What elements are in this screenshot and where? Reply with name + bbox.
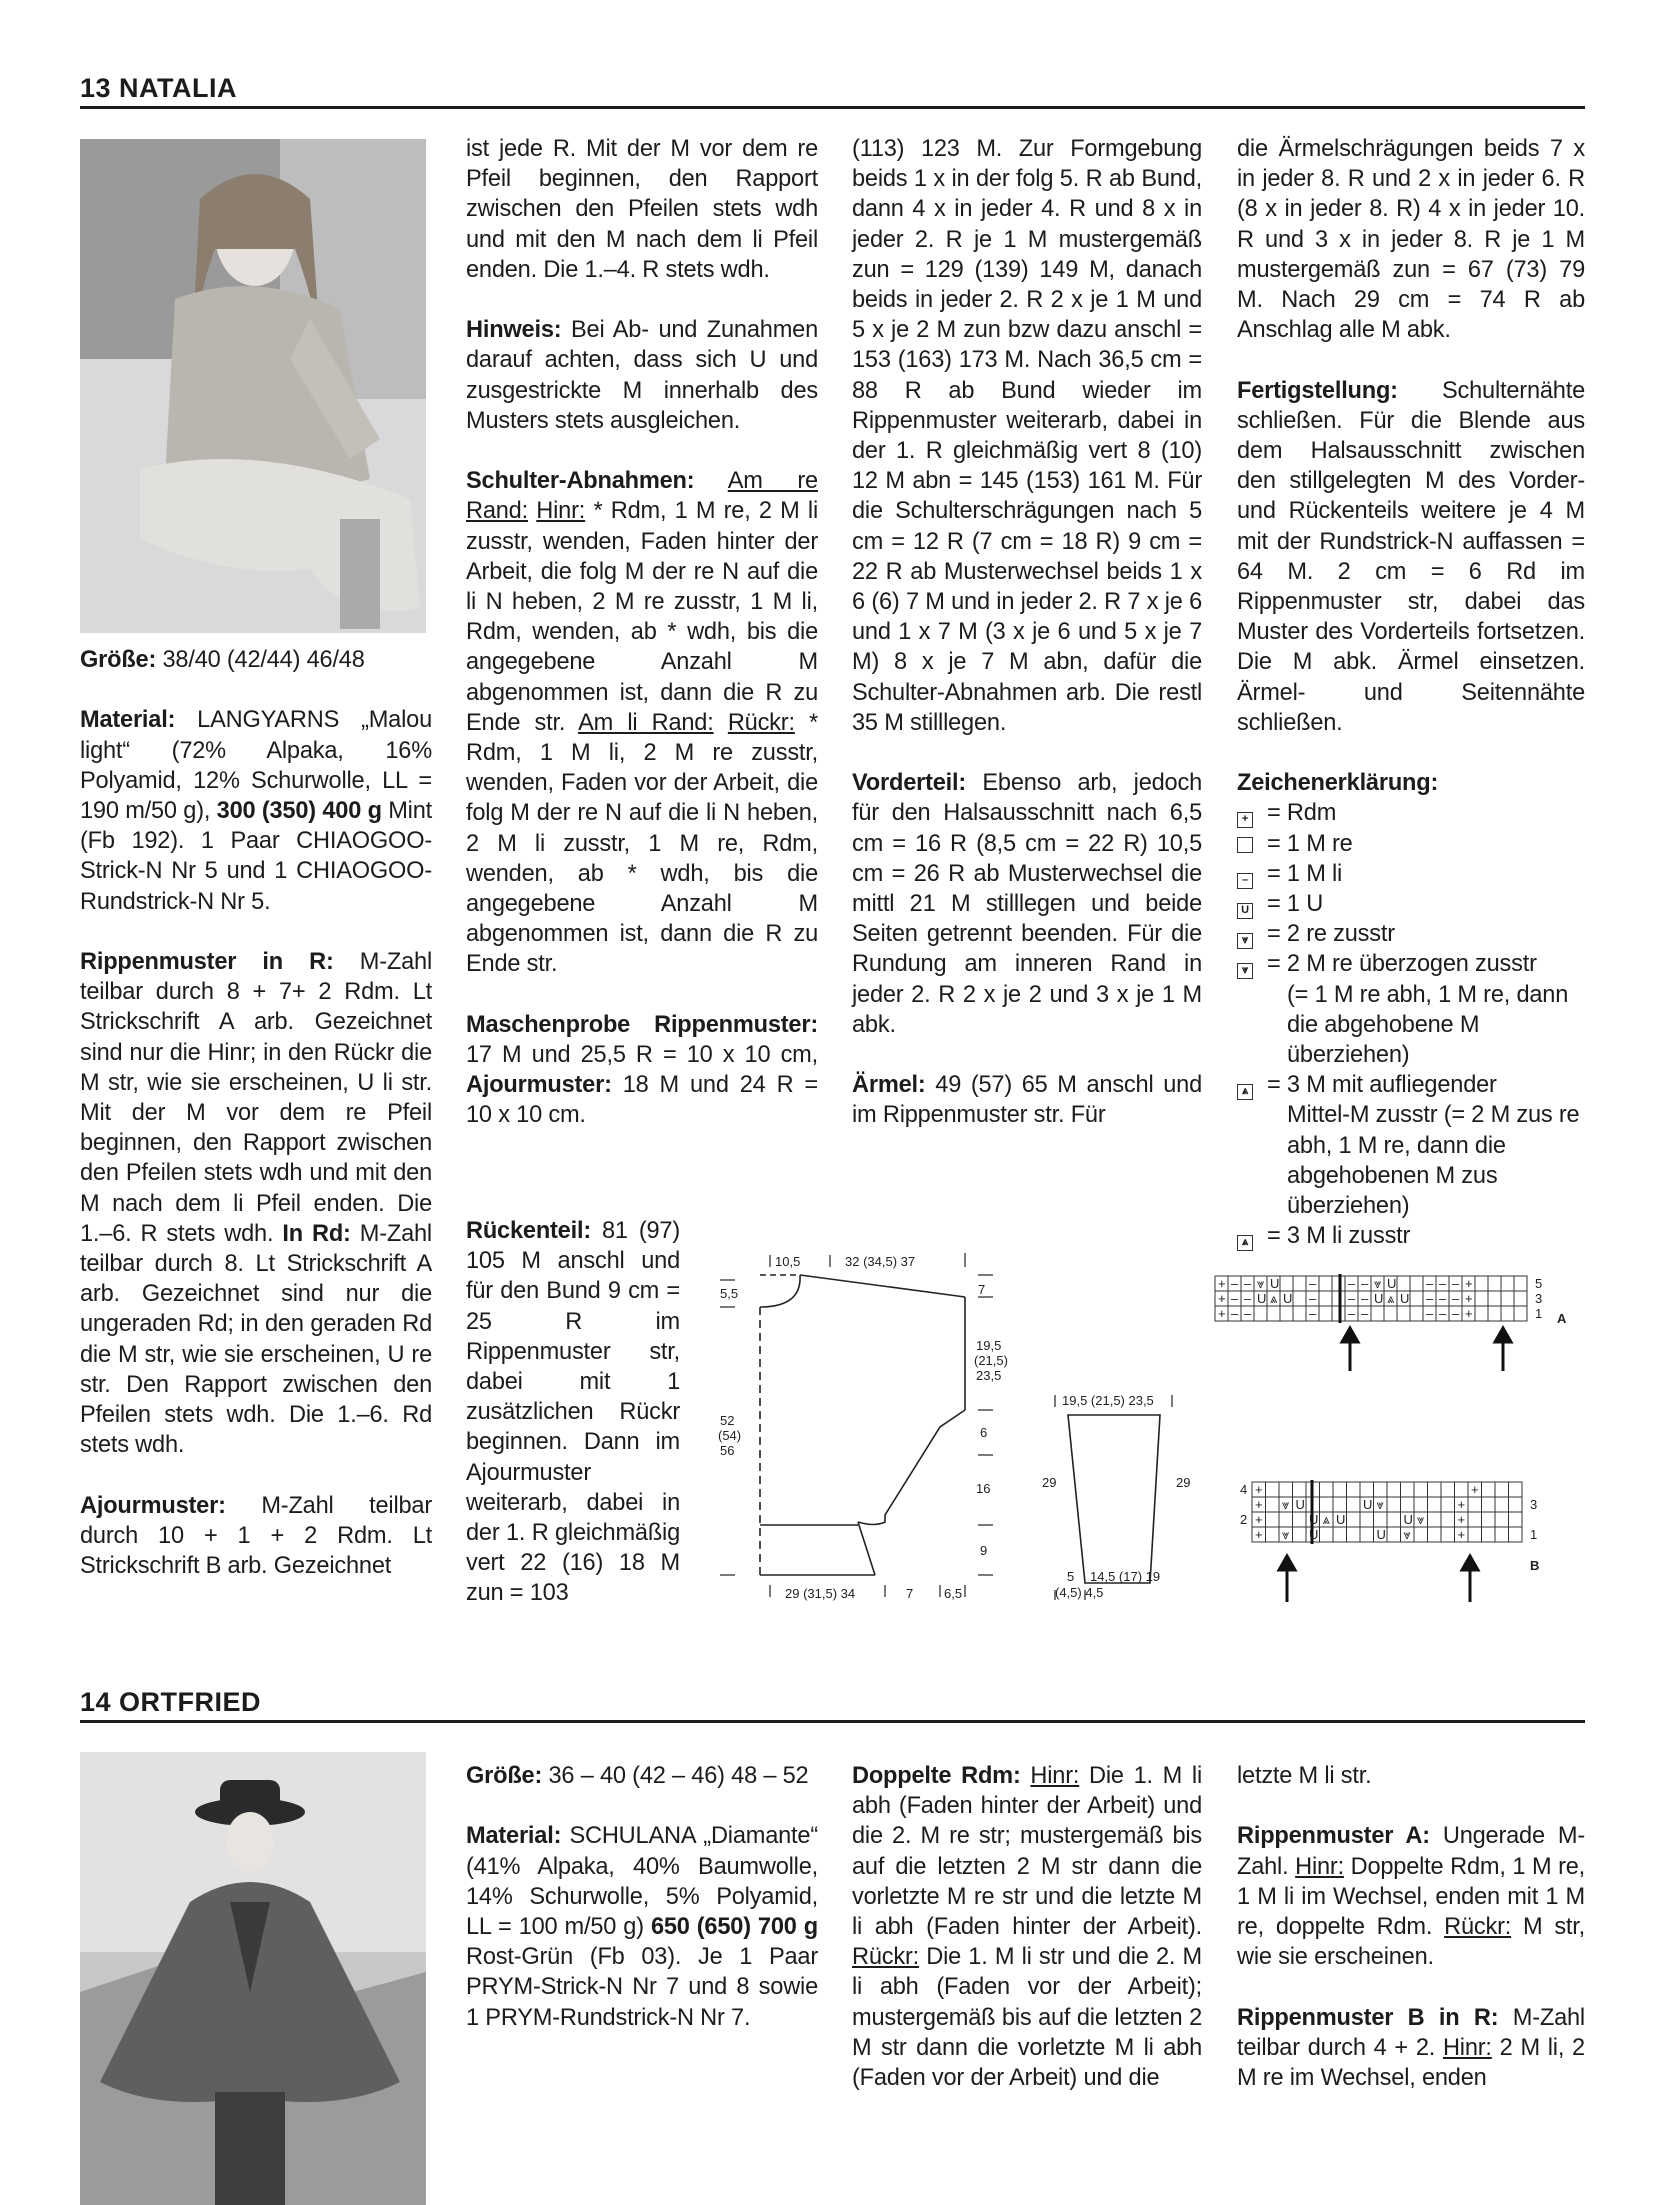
size-paragraph xyxy=(80,645,432,675)
material-text-cont: Mint (Fb 192). 1 Paar CHIAOGOO-Strick-N Nr 5 und 1 CHIAOGOO-Rundstrick-N Nr 5. xyxy=(80,798,432,915)
dim-neck-width: 10,5 xyxy=(775,1254,801,1269)
gauge-text: 17 M und 25,5 R = 10 x 10 cm, xyxy=(466,1042,818,1069)
material-text: LANGYARNS „Malou light“ (72% Alpaka, 16% Polyamid, 12% Schurwolle, LL = 190 m/50 g), xyxy=(80,707,432,824)
rib-a-label: Rippenmuster A: xyxy=(1237,1823,1430,1850)
stitch-symbol: ⩔ xyxy=(1417,1512,1425,1527)
stitch-symbol: – xyxy=(1309,1276,1317,1291)
sleeve-cont: die Ärmelschrägungen beids 7 x in jeder 8. R und 2 x in jeder 6. R (8 x in jeder 8. R) 4 x in jeder 10. R und 3 x in jeder 8. R je 1 M mustergemäß zun = 67 (73) 79 M. Nach 29 cm = 74 R ab Anschlag alle M abk. xyxy=(1237,136,1585,344)
stitch-symbol: + xyxy=(1465,1276,1473,1291)
stitch-symbol: ⩔ xyxy=(1403,1527,1411,1542)
rdm-symbol-icon: + xyxy=(1237,812,1253,828)
back-piece-paragraph xyxy=(466,1216,680,1609)
legend-item xyxy=(1237,829,1585,859)
stitch-symbol: – xyxy=(1439,1306,1447,1321)
shoulder-left-text: * Rdm, 1 M li, 2 M re zusstr, wenden, Faden vor der Arbeit, die folg M der re N auf die li N heben, 2 M li zusstr, 1 M re, Rdm, wenden, ab * wdh, bis die angegebene Anzahl M abgenommen ist, dann die R zu Ende str. xyxy=(466,709,819,978)
natalia-column-2 xyxy=(466,134,818,1131)
shoulder-decrease-paragraph xyxy=(466,466,818,979)
sleeve-paragraph xyxy=(852,1070,1202,1130)
lace-pattern-paragraph xyxy=(80,1491,432,1582)
rib-a-text-end: M str, wie sie erscheinen. xyxy=(1237,1914,1586,1971)
wrong-side-row-label: Rückr: xyxy=(852,1944,919,1971)
dim-section-6: 6 xyxy=(980,1425,988,1440)
legend-text-cont: (= 1 M re abh, 1 M re, dann die abgehobene M überziehen) xyxy=(1287,981,1569,1069)
stitch-symbol: + xyxy=(1218,1306,1226,1321)
aufliegend-symbol-icon: ⩓ xyxy=(1237,1084,1253,1100)
ortfried-column-3 xyxy=(852,1761,1202,2093)
legend-item xyxy=(1237,1221,1585,1251)
photo-knit-sweater xyxy=(80,139,426,633)
section-title-natalia: 13 NATALIA xyxy=(80,72,1585,109)
stitch-symbol: ⩓ xyxy=(1322,1512,1330,1527)
stitch-symbol: U xyxy=(1295,1497,1305,1512)
shoulder-decrease-label: Schulter-Abnahmen: xyxy=(466,468,695,495)
chart-b-row-2: 2 xyxy=(1240,1512,1248,1527)
gauge-paragraph xyxy=(466,1010,818,1131)
material-text-cont: Rost-Grün (Fb 03). Je 1 Paar PRYM-Strick-N Nr 7 und 8 sowie 1 PRYM-Rundstrick-N Nr 7. xyxy=(466,1944,818,2031)
dim-armhole-1: 19,5 xyxy=(976,1338,1002,1353)
stitch-chart-a xyxy=(1205,1266,1595,1376)
dim-sleeve-top: 19,5 (21,5) 23,5 xyxy=(1062,1393,1154,1408)
photo-poncho xyxy=(80,1752,426,2205)
dim-armhole-2: (21,5) xyxy=(974,1353,1008,1368)
stitch-symbol: – xyxy=(1452,1306,1460,1321)
stitch-symbol: + xyxy=(1457,1527,1466,1542)
dim-sleeve-right: 29 xyxy=(1176,1475,1191,1490)
shoulder-right-text: * Rdm, 1 M re, 2 M li zusstr, wenden, Faden hinter der Arbeit, die folg M der re N auf die li N heben, 2 M re zusstr, 1 M li, Rdm, wenden, ab * wdh, bis die angegebene Anzahl M abgenommen ist, dann die R zu Ende str. xyxy=(466,498,818,736)
rib-b-label: Rippenmuster B in R: xyxy=(1237,2004,1499,2031)
stitch-symbol: – xyxy=(1426,1291,1434,1306)
back-piece-label: Rückenteil: xyxy=(466,1218,591,1244)
right-side-row-label: Hinr: xyxy=(536,498,586,525)
stitch-symbol: + xyxy=(1255,1482,1263,1497)
ortfried-column-2 xyxy=(466,1761,818,2033)
gauge-lace-text: 18 M und 24 R = 10 x 10 cm. xyxy=(466,1072,818,1129)
rib-pattern-round-label: In Rd: xyxy=(282,1220,351,1247)
right-edge-label: Am re Rand: xyxy=(466,468,818,525)
rib-pattern-label: Rippenmuster in R: xyxy=(80,949,334,975)
stitch-symbol: – xyxy=(1348,1306,1356,1321)
stitch-symbol: U xyxy=(1336,1512,1346,1527)
material-paragraph xyxy=(466,1821,818,2032)
stitch-symbol: U xyxy=(1403,1512,1413,1527)
front-piece-label: Vorderteil: xyxy=(852,770,967,797)
arrow-left-icon xyxy=(1462,1556,1478,1570)
umschlag-symbol-icon: U xyxy=(1237,903,1253,919)
left-edge-label: Am li Rand: xyxy=(578,709,714,736)
li-symbol-icon: – xyxy=(1237,873,1253,889)
gauge-lace-label: Ajourmuster: xyxy=(466,1072,612,1099)
ueberzogen-symbol-icon: ⩔ xyxy=(1237,963,1253,979)
section-title-ortfried: 14 ORTFRIED xyxy=(80,1686,1585,1723)
back-piece-text: 81 (97) 105 M anschl und für den Bund 9 cm = 25 R im Rippenmuster str, dabei mit 1 zusätzlichen Rückr beginnen. Dann im Ajourmuster weiterarb, dabei in der 1. R gleichmäßig vert 22 (16) 18 M zun = 103 xyxy=(466,1218,680,1607)
stitch-symbol: – xyxy=(1348,1291,1356,1306)
dim-sleeve-left: 29 xyxy=(1042,1475,1057,1490)
stitch-symbol: ⩔ xyxy=(1282,1497,1290,1512)
note-paragraph xyxy=(466,315,818,436)
natalia-column-4 xyxy=(1237,134,1585,1251)
legend-text: = 1 M re xyxy=(1267,830,1353,857)
dim-total-2: (54) xyxy=(718,1428,742,1443)
stitch-symbol: U xyxy=(1270,1276,1280,1291)
stitch-symbol: ⩔ xyxy=(1376,1497,1384,1512)
legend-text-cont: Mittel-M zusstr (= 2 M zus re abh, 1 M re, dann die abgehobenen M zus überziehen) xyxy=(1287,1102,1580,1220)
stitch-symbol: ⩔ xyxy=(1282,1527,1290,1542)
garment-schematic xyxy=(710,1245,1210,1605)
sleeve-label: Ärmel: xyxy=(852,1072,926,1099)
stitch-symbol: ⩓ xyxy=(1270,1291,1278,1306)
stitch-symbol: + xyxy=(1255,1527,1263,1542)
li-zusstr-symbol-icon: ⩓ xyxy=(1237,1235,1253,1251)
stitch-symbol: ⩔ xyxy=(1374,1276,1382,1291)
stitch-symbol: + xyxy=(1471,1482,1479,1497)
stitch-symbol: – xyxy=(1309,1306,1317,1321)
material-text: SCHULANA „Diamante“ (41% Alpaka, 40% Baumwolle, 14% Schurwolle, 5% Polyamid, LL = 100 m/50 g) xyxy=(466,1823,818,1940)
material-label: Material: xyxy=(80,707,176,734)
sleeve-text: 49 (57) 65 M anschl und im Rippenmuster str. Für xyxy=(852,1072,1202,1129)
natalia-column-1 xyxy=(80,645,432,1581)
re-symbol-icon xyxy=(1237,837,1253,853)
stitch-symbol: – xyxy=(1452,1291,1460,1306)
dim-bottom-65: 6,5 xyxy=(944,1586,963,1601)
stitch-symbol: – xyxy=(1309,1291,1317,1306)
note-text: Bei Ab- und Zunahmen darauf achten, dass sich U und zusgestrickte M innerhalb des Musters stets ausgleichen. xyxy=(466,317,818,434)
stitch-symbol: – xyxy=(1231,1291,1239,1306)
stitch-symbol: – xyxy=(1244,1276,1252,1291)
arrow-right-icon xyxy=(1342,1328,1358,1342)
finishing-paragraph xyxy=(1237,376,1585,738)
front-piece-paragraph xyxy=(852,768,1202,1040)
stitch-symbol: – xyxy=(1439,1276,1447,1291)
legend-item xyxy=(1237,919,1585,949)
rib-b-paragraph xyxy=(1237,2003,1585,2094)
legend-text: = 1 M li xyxy=(1267,860,1343,887)
dim-bottom-7: 7 xyxy=(906,1586,914,1601)
chart-a-row-3: 3 xyxy=(1535,1291,1543,1306)
stitch-symbol: + xyxy=(1255,1497,1263,1512)
right-side-row-label: Hinr: xyxy=(1030,1763,1080,1789)
rib-pattern-round-text: M-Zahl teilbar durch 8. Lt Strickschrift A arb. Gezeichnet sind nur die ungeraden Rd; in den geraden Rd die M str, wie sie erscheinen, U re str. Den Rapport zwischen den Pfeilen stets wdh. Die 1.–6. Rd stets wdh. xyxy=(80,1220,432,1459)
stitch-symbol: – xyxy=(1231,1306,1239,1321)
dim-armhole-3: 23,5 xyxy=(976,1368,1002,1383)
chart-b-row-3: 3 xyxy=(1530,1497,1538,1512)
legend-title: Zeichenerklärung: xyxy=(1237,770,1439,797)
size-text: 38/40 (42/44) 46/48 xyxy=(156,647,365,673)
lace-pattern-text: M-Zahl teilbar durch 10 + 1 + 2 Rdm. Lt Strickschrift B arb. Gezeichnet xyxy=(80,1492,432,1580)
stitch-symbol: ⩔ xyxy=(1257,1276,1265,1291)
chart-a-label: A xyxy=(1557,1311,1567,1326)
material-paragraph xyxy=(80,705,432,916)
legend-item xyxy=(1237,798,1585,828)
rib-a-paragraph xyxy=(1237,1821,1585,1972)
chart-b-row-4: 4 xyxy=(1240,1482,1248,1497)
double-edge-text-cont: Die 1. M li str und die 2. M li abh (Faden vor der Arbeit); mustergemäß bis auf die letzten 2 M str dann die vorletzte M li abh (Faden vor der Arbeit) und die xyxy=(852,1944,1202,2092)
dim-shoulder-width: 32 (34,5) 37 xyxy=(845,1254,916,1269)
stitch-symbol: + xyxy=(1465,1306,1473,1321)
dim-neck-depth: 5,5 xyxy=(720,1286,739,1301)
material-amount: 300 (350) 400 g xyxy=(216,798,382,824)
dim-total-1: 52 xyxy=(720,1413,735,1428)
stitch-symbol: – xyxy=(1231,1276,1239,1291)
chart-b-label: B xyxy=(1530,1558,1540,1573)
wrong-side-row-label: Rückr: xyxy=(727,709,795,736)
dim-shoulder-drop: 7 xyxy=(978,1282,986,1297)
note-label: Hinweis: xyxy=(466,317,562,344)
rib-a-text: Ungerade M-Zahl. xyxy=(1237,1823,1585,1880)
stitch-symbol: – xyxy=(1426,1276,1434,1291)
stitch-symbol: + xyxy=(1465,1291,1473,1306)
stitch-chart-b xyxy=(1232,1470,1602,1610)
legend xyxy=(1237,768,1585,1251)
legend-text: = Rdm xyxy=(1267,800,1337,827)
dim-sleeve-bottom: 14,5 (17) 19 xyxy=(1090,1569,1161,1584)
double-edge-label: Doppelte Rdm: xyxy=(852,1763,1021,1789)
rib-pattern-paragraph xyxy=(80,947,432,1460)
stitch-symbol: U xyxy=(1309,1527,1319,1542)
stitch-symbol: + xyxy=(1218,1276,1226,1291)
arrow-right-icon xyxy=(1279,1556,1295,1570)
double-edge-paragraph xyxy=(852,1761,1202,2093)
size-label: Größe: xyxy=(80,647,157,673)
legend-text: = 3 M mit aufliegender xyxy=(1267,1072,1497,1099)
stitch-symbol: – xyxy=(1426,1306,1434,1321)
dim-section-9: 9 xyxy=(980,1543,988,1558)
stitch-symbol: U xyxy=(1400,1291,1410,1306)
legend-item xyxy=(1237,1070,1585,1100)
stitch-symbol: ⩓ xyxy=(1387,1291,1395,1306)
stitch-symbol: – xyxy=(1439,1291,1447,1306)
lace-pattern-cont: ist jede R. Mit der M vor dem re Pfeil beginnen, den Rapport zwischen den Pfeilen stets wdh und mit den M nach dem li Pfeil enden. Die 1.–4. R stets wdh. xyxy=(466,136,818,283)
finishing-text: Schulternähte schließen. Für die Blende aus dem Halsausschnitt zwischen den stillgelegten M des Vorder- und Rückenteils weitere je 4 M mit der Rundstrick-N auffassen = 64 M. 2 cm = 6 Rd im Rippenmuster str, dabei das Muster des Vorderteils fortsetzen. Die M abk. Ärmel einsetzen. Ärmel- und Seitennähte schließen. xyxy=(1237,377,1585,736)
material-amount: 650 (650) 700 g xyxy=(650,1914,818,1940)
rib-b-text-cont: 2 M li, 2 M re im Wechsel, enden xyxy=(1237,2034,1585,2091)
arrow-left-icon xyxy=(1495,1328,1511,1342)
stitch-symbol: U xyxy=(1363,1497,1373,1512)
rib-b-text: M-Zahl teilbar durch 4 + 2. xyxy=(1237,2004,1585,2061)
stitch-symbol: – xyxy=(1361,1291,1369,1306)
dim-sleeve-bottom-5: 5 xyxy=(1067,1569,1075,1584)
stitch-symbol: U xyxy=(1387,1276,1397,1291)
stitch-symbol: U xyxy=(1374,1291,1384,1306)
chart-a-row-5: 5 xyxy=(1535,1276,1543,1291)
chart-b-row-1: 1 xyxy=(1530,1527,1538,1542)
size-paragraph xyxy=(466,1761,818,1791)
front-piece-text: Ebenso arb, jedoch für den Halsausschnitt nach 6,5 cm = 16 R (8,5 cm = 22 R) 10,5 cm = 26 R ab Musterwechsel die mittl 21 M stilllegen und beide Seiten getrennt beenden. Für die Rundung am inneren Rand in jeder 2. R 2 x je 2 und 3 x je 1 M abk. xyxy=(852,770,1202,1038)
stitch-symbol: – xyxy=(1452,1276,1460,1291)
stitch-symbol: U xyxy=(1309,1512,1319,1527)
re-zusstr-symbol-icon: ⩔ xyxy=(1237,933,1253,949)
dim-bottom-width: 29 (31,5) 34 xyxy=(785,1586,856,1601)
chart-a-row-1: 1 xyxy=(1535,1306,1543,1321)
stitch-symbol: U xyxy=(1376,1527,1386,1542)
dim-sleeve-bottom-2: (4,5) 4,5 xyxy=(1055,1585,1104,1600)
ortfried-column-4 xyxy=(1237,1761,1585,2093)
natalia-column-3 xyxy=(852,134,1202,1131)
legend-item xyxy=(1237,889,1585,919)
legend-text: = 2 M re überzogen zusstr xyxy=(1267,951,1537,978)
stitch-symbol: + xyxy=(1457,1512,1466,1527)
legend-text: = 2 re zusstr xyxy=(1267,921,1395,948)
stitch-symbol: – xyxy=(1361,1306,1369,1321)
legend-text: = 3 M li zusstr xyxy=(1267,1223,1411,1250)
stitch-symbol: + xyxy=(1255,1512,1263,1527)
double-edge-text: Die 1. M li abh (Faden hinter der Arbeit) und die 2. M re str; mustergemäß bis auf die letzten 2 M str dann die vorletzte M re str und die letzte M li abh (Faden hinter der Arbeit). xyxy=(852,1763,1203,1941)
legend-text: = 1 U xyxy=(1267,891,1324,918)
dim-section-16: 16 xyxy=(976,1481,991,1496)
stitch-symbol: U xyxy=(1257,1291,1267,1306)
double-edge-cont: letzte M li str. xyxy=(1237,1763,1372,1789)
stitch-symbol: U xyxy=(1283,1291,1293,1306)
stitch-symbol: – xyxy=(1244,1291,1252,1306)
gauge-label: Maschenprobe Rippenmuster: xyxy=(466,1011,818,1038)
natalia-back-piece-column xyxy=(466,1216,680,1609)
material-label: Material: xyxy=(466,1823,562,1850)
legend-item xyxy=(1237,949,1585,979)
stitch-symbol: – xyxy=(1361,1276,1369,1291)
lace-pattern-label: Ajourmuster: xyxy=(80,1492,226,1519)
rib-pattern-text: M-Zahl teilbar durch 8 + 7+ 2 Rdm. Lt Strickschrift A arb. Gezeichnet sind nur die Hinr; in den Rückr die M str, wie sie erscheinen, U li str. Mit der M vor dem re Pfeil beginnen, den Rapport zwischen den Pfeilen stets wdh und mit den M nach dem li Pfeil enden. Die 1.–6. R stets wdh. xyxy=(80,949,432,1247)
rib-a-text-cont: Doppelte Rdm, 1 M re, 1 M li im Wechsel, enden mit 1 M re, doppelte Rdm. xyxy=(1237,1853,1586,1940)
finishing-label: Fertigstellung: xyxy=(1237,377,1398,404)
right-side-row-label: Hinr: xyxy=(1295,1853,1344,1880)
wrong-side-row-label: Rückr: xyxy=(1444,1914,1512,1940)
legend-item xyxy=(1237,859,1585,889)
size-label: Größe: xyxy=(466,1763,543,1789)
right-side-row-label: Hinr: xyxy=(1442,2034,1492,2061)
back-piece-cont: (113) 123 M. Zur Formgebung beids 1 x in der folg 5. R ab Bund, dann 4 x in jeder 4. R und 8 x in jeder 2. R je 1 M mustergemäß zun = 129 (139) 149 M, danach beids in jeder 2. R 2 x je 1 M und 5 x je 2 M zun bzw dazu anschl = 153 (163) 173 M. Nach 36,5 cm = 88 R ab Bund wieder im Rippenmuster weiterarb, dabei in der 1. R gleichmäßig vert 8 (10) 12 M abn = 145 (153) 161 M. Für die Schulterschrägungen nach 5 cm = 12 R (7 cm = 18 R) 9 cm = 22 R ab Musterwechsel beids 1 x 6 (6) 7 M und in jeder 2. R 7 x je 6 und 1 x 7 M (3 x je 6 und 5 x je 7 M) 8 x je 7 M abn, dafür die Schulter-Abnahmen arb. Die restl 35 M stilllegen. xyxy=(852,136,1202,736)
stitch-symbol: – xyxy=(1348,1276,1356,1291)
stitch-symbol: – xyxy=(1244,1306,1252,1321)
stitch-symbol: + xyxy=(1457,1497,1466,1512)
dim-total-3: 56 xyxy=(720,1443,735,1458)
stitch-symbol: + xyxy=(1218,1291,1226,1306)
size-text: 36 – 40 (42 – 46) 48 – 52 xyxy=(542,1763,809,1789)
